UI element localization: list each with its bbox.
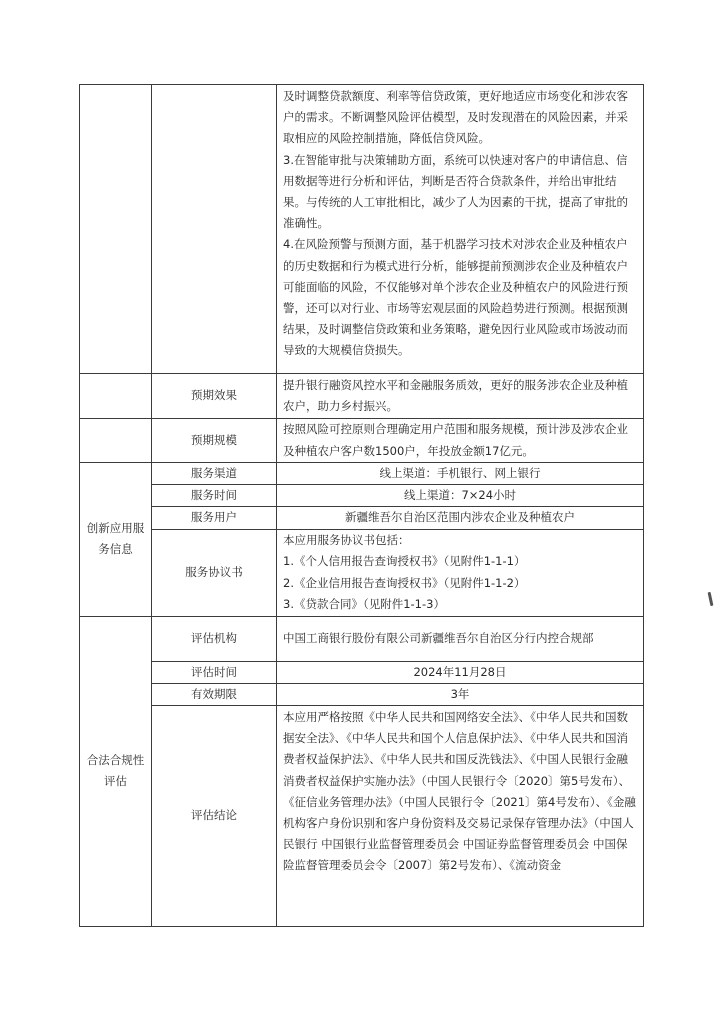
- agreement-item: 2.《企业信用报告查询授权书》（见附件1-1-2）: [283, 575, 526, 590]
- assessment-conclusion-value: 本应用严格按照《中华人民共和国网络安全法》、《中华人民共和国数据安全法》、《中华人民共和国个人信息保护法》、《中华人民共和国消费者权益保护法》、《中华人民共和国反洗钱法》、《中国人民银行金融消费者权益保护实施办法》（中国人民银行令〔2020〕第5号发布）、《征信业务管理办法》（中国人民银行令〔2021〕第4号发布）、《金融机构客户身份识别和客户身份资料及交易记录保存管理办法》（中国人民银行 中国银行业监督管理委员会 中国证券监督管理委员会 中国保险监督管理委员会令〔2007〕第2号发布）、《流动资金: [277, 706, 644, 927]
- agreement-item: 1.《个人信用报告查询授权书》（见附件1-1-1）: [283, 554, 526, 569]
- continued-paragraph: 及时调整贷款额度、利率等信贷政策，更好地适应市场变化和涉农客户的需求。不断调整风险评估模型，及时发现潜在的风险因素，并采取相应的风险控制措施，降低信贷风险。: [283, 89, 628, 146]
- assessment-time-value: 2024年11月28日: [277, 661, 644, 683]
- service-info-group-label: 创新应用服务信息: [80, 463, 152, 617]
- validity-period-value: 3年: [277, 683, 644, 705]
- compliance-group-label: 合法合规性评估: [80, 616, 152, 926]
- agreement-item: 3.《贷款合同》（见附件1-1-3）: [283, 596, 445, 611]
- blank-label-cell: [152, 85, 277, 374]
- assessment-institution-label: 评估机构: [152, 616, 277, 661]
- service-time-value: 线上渠道：7×24小时: [277, 485, 644, 507]
- service-users-label: 服务用户: [152, 507, 277, 529]
- expected-effect-label: 预期效果: [152, 374, 277, 419]
- assessment-institution-value: 中国工商银行股份有限公司新疆维吾尔自治区分行内控合规部: [277, 616, 644, 661]
- assessment-time-label: 评估时间: [152, 661, 277, 683]
- description-cell: [277, 85, 644, 374]
- scan-edge-mark: [708, 592, 714, 606]
- service-channel-value: 线上渠道：手机银行、网上银行: [277, 463, 644, 485]
- service-time-label: 服务时间: [152, 485, 277, 507]
- blank-group-cell: [80, 85, 152, 374]
- application-info-table: [79, 84, 644, 927]
- agreement-intro: 本应用服务协议书包括：: [283, 533, 410, 548]
- expected-scale-value: 按照风险可控原则合理确定用户范围和服务规模，预计涉及涉农企业及种植农户客户数1500户，年投放金额17亿元。: [277, 419, 644, 463]
- validity-period-label: 有效期限: [152, 683, 277, 705]
- point-4-paragraph: 4.在风险预警与预测方面，基于机器学习技术对涉农企业及种植农户的历史数据和行为模式进行分析，能够提前预测涉农企业及种植农户可能面临的风险，不仅能够对单个涉农企业及种植农户的风险进行预警，还可以对行业、市场等宏观层面的风险趋势进行预测。根据预测结果，及时调整信贷政策和业务策略，避免因行业风险或市场波动而导致的大规模信贷损失。: [283, 237, 628, 358]
- service-agreement-label: 服务协议书: [152, 529, 277, 616]
- expected-scale-label: 预期规模: [152, 419, 277, 463]
- point-3-paragraph: 3.在智能审批与决策辅助方面，系统可以快速对客户的申请信息、信用数据等进行分析和评估，判断是否符合贷款条件，并给出审批结果。与传统的人工审批相比，减少了人为因素的干扰，提高了审批的准确性。: [283, 152, 628, 231]
- expected-effect-value: 提升银行融资风控水平和金融服务质效，更好的服务涉农企业及种植农户，助力乡村振兴。: [277, 374, 644, 419]
- service-users-value: 新疆维吾尔自治区范围内涉农企业及种植农户: [277, 507, 644, 529]
- service-agreement-value: [277, 529, 644, 616]
- blank-group-cell: [80, 419, 152, 463]
- blank-group-cell: [80, 374, 152, 419]
- assessment-conclusion-label: 评估结论: [152, 706, 277, 927]
- service-channel-label: 服务渠道: [152, 463, 277, 485]
